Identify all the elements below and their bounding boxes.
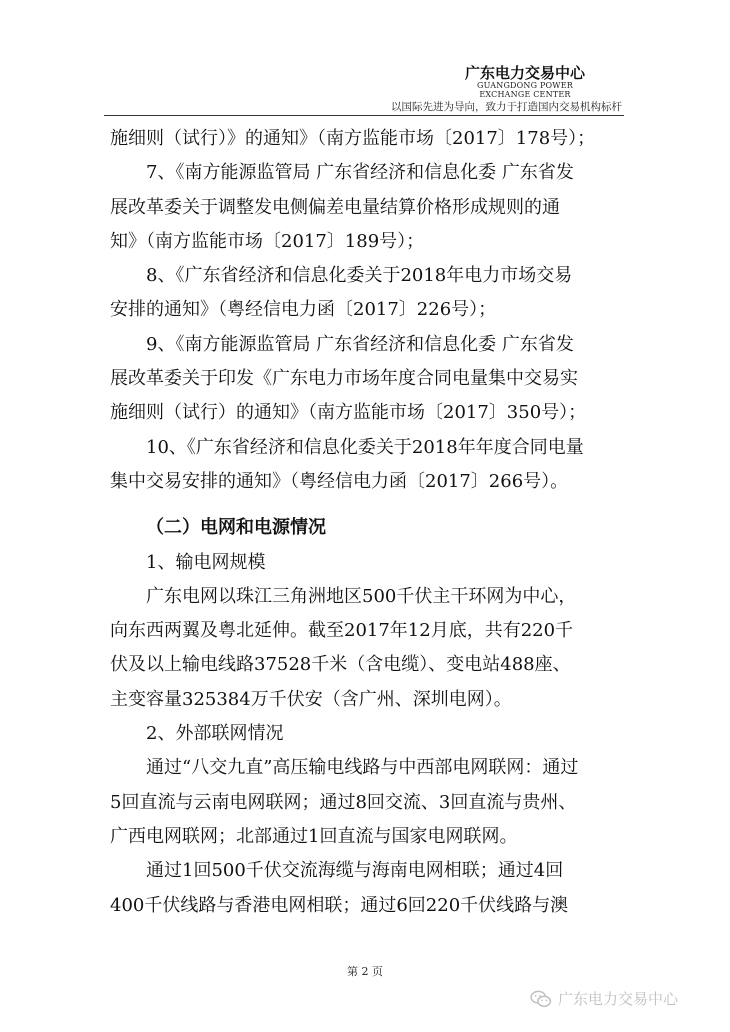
header-slogan: 以国际先进为导向，致力于打造国内交易机构标杆 [391,101,622,113]
body-line: 施细则（试行）》的通知》（南方监能市场〔2017〕178号）； [110,128,596,149]
watermark [530,988,678,1009]
body-line: 通过“八交九直”高压输电线路与中西部电网联网：通过 [146,757,579,779]
body-line: 施细则（试行）的通知》（南方监能市场〔2017〕350号）； [110,402,587,424]
org-name-english: GUANGDONG POWER EXCHANGE CENTER [477,81,573,99]
wechat-icon [530,990,552,1008]
body-line: 5回直流与云南电网联网；通过8回交流、3回直流与贵州、 [110,791,577,813]
body-line: 安排的通知》（粤经信电力函〔2017〕226号）； [110,299,497,321]
org-name: 广东电力交易中心 [464,64,585,82]
body-line: 9、《南方能源监管局 广东省经济和信息化委 广东省发 [146,333,574,355]
body-line: 向东西两翼及粤北延伸。截至2017年12月底，共有220千 [110,620,574,642]
body-line: 集中交易安排的通知》（粤经信电力函〔2017〕266号）。 [110,470,569,492]
section-heading: （二）电网和电源情况 [146,517,326,539]
body-line: 展改革委关于调整发电侧偏差电量结算价格形成规则的通 [110,196,560,218]
body-line: 展改革委关于印发《广东电力市场年度合同电量集中交易实 [110,368,578,390]
document-body [110,122,622,923]
body-line: 10、《广东省经济和信息化委关于2018年年度合同电量 [146,436,584,458]
body-line: 8、《广东省经济和信息化委关于2018年电力市场交易 [146,265,573,287]
body-line: 主变容量325384万千伏安（含广州、深圳电网）。 [110,688,512,710]
subsection-heading: 1、输电网规模 [146,551,266,573]
body-line: 伏及以上输电线路37528千米（含电缆）、变电站488座、 [110,654,571,676]
subsection-heading: 2、外部联网情况 [146,723,284,745]
body-line: 广东电网以珠江三角洲地区500千伏主干环网为中心， [146,585,577,607]
body-line: 广西电网联网；北部通过1回直流与国家电网联网。 [110,825,518,847]
body-line: 7、《南方能源监管局 广东省经济和信息化委 广东省发 [146,162,574,184]
body-line: 400千伏线路与香港电网相联；通过6回220千伏线路与澳 [110,894,569,916]
watermark-text: 广东电力交易中心 [558,990,679,1008]
body-line: 知》（南方监能市场〔2017〕189号）； [110,230,425,252]
page-number: 第 2 页 [347,965,383,978]
header-divider [104,115,624,116]
body-line: 通过1回500千伏交流海缆与海南电网相联；通过4回 [146,860,564,882]
